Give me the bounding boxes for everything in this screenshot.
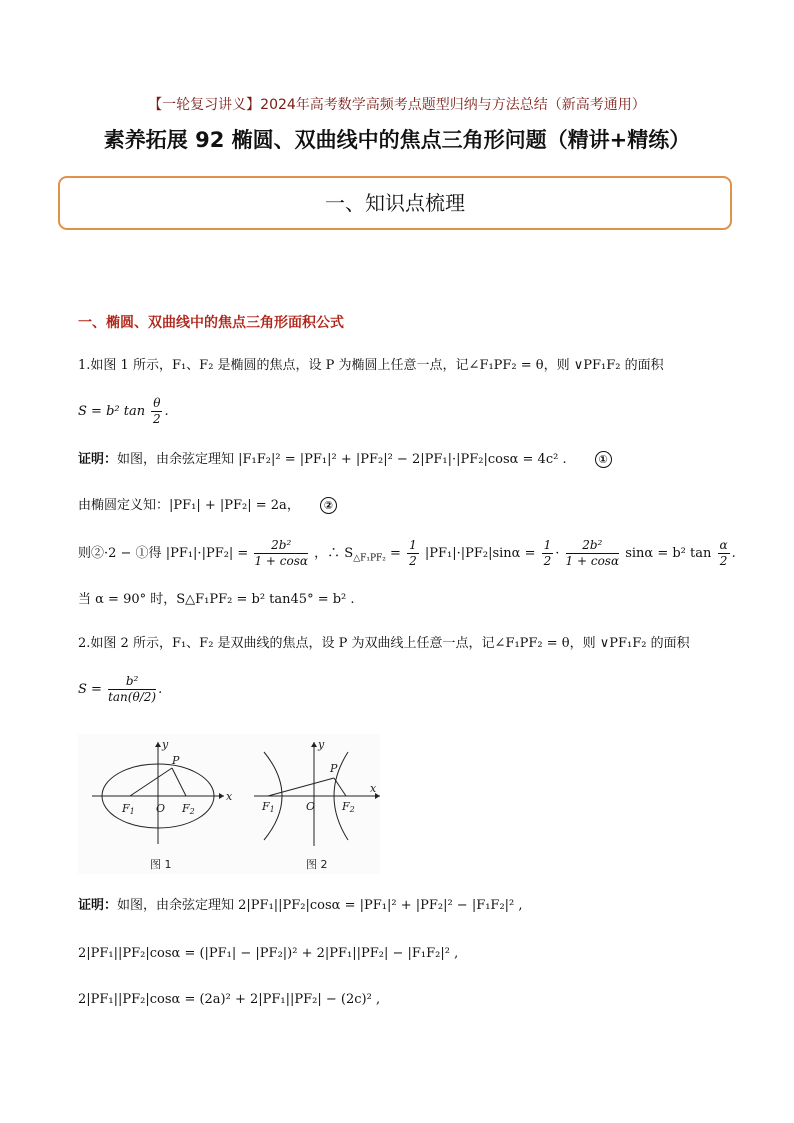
fraction [566, 538, 620, 569]
item1-formula-fraction [151, 396, 162, 427]
fraction [718, 538, 730, 569]
proof1-line3 [78, 538, 736, 569]
proof1-line1-text: 如图，由余弦定理知 |F₁F₂|² = |PF₁|² + |PF₂|² − 2|PF₁|·|PF₂|cosα = 4c² . [117, 452, 567, 467]
proof2-line2: 2|PF₁||PF₂|cosα = (|PF₁| − |PF₂|)² + 2|PF₁||PF₂| − |F₁F₂|² , [78, 946, 459, 961]
fig1-f1-label: F1 [122, 802, 135, 816]
fig1-p-label: P [172, 754, 180, 767]
fig2-f2-label: F2 [342, 800, 355, 814]
figure-2-caption: 图 2 [306, 858, 328, 871]
fig2-o-label: O [306, 800, 316, 813]
fraction-numerator: 1 [543, 538, 552, 552]
figures-svg [78, 734, 380, 874]
segment-pf2 [334, 778, 346, 796]
proof2-line1 [78, 896, 523, 916]
x-arrow-icon [219, 793, 224, 799]
fig1-f2-label: F2 [182, 802, 195, 816]
fraction-numerator: b² [108, 674, 156, 690]
fraction-denominator: 2 [153, 412, 161, 426]
y-arrow-icon [311, 742, 317, 747]
proof1-line4: 当 α = 90° 时，S△F₁PF₂ = b² tan45° = b² . [78, 592, 355, 607]
section-title: 一、知识点梳理 [325, 191, 465, 215]
figure-1-caption: 图 1 [150, 858, 172, 871]
item1-text: 1.如图 1 所示，F₁、F₂ 是椭圆的焦点，设 P 为椭圆上任意一点，记∠F₁PF₂ = θ，则 ∨PF₁F₂ 的面积 [78, 358, 664, 373]
proof1-line2-text: 由椭圆定义知：|PF₁| + |PF₂| = 2a， [78, 498, 300, 513]
proof1-line3-e: · [555, 546, 560, 561]
fig2-f1-label: F1 [262, 800, 275, 814]
proof2-line3: 2|PF₁||PF₂|cosα = (2a)² + 2|PF₁||PF₂| − (2c)² , [78, 992, 381, 1007]
item2-formula: S = $\frac{\text{b²}}{\tan(\theta/2)}$ . [78, 674, 163, 704]
fig1-y-label: y [162, 738, 169, 751]
figure-1-ellipse [92, 742, 224, 844]
proof1-line3-c: = [390, 546, 401, 561]
fraction-numerator: 2b² [566, 538, 620, 554]
proof1-line3-a: 则②·2 − ①得 |PF₁|·|PF₂| = [78, 546, 249, 561]
proof1-line3-d: |PF₁|·|PF₂|sinα = [424, 546, 536, 561]
figure-2-hyperbola [254, 742, 380, 846]
proof2-line1-text: 如图，由余弦定理知 2|PF₁||PF₂|cosα = |PF₁|² + |PF₂|² − |F₁F₂|² , [117, 898, 523, 913]
item2-formula-fraction [108, 674, 156, 705]
fraction [542, 538, 554, 569]
fraction-denominator: 1 + cosα [254, 554, 308, 568]
proof-label: 证明： [78, 898, 118, 913]
segment-pf2 [172, 768, 186, 796]
item1-formula: S = b² tan $\frac{\theta}{2}$ . [78, 396, 169, 426]
proof1-line3-f: sinα = b² tan [625, 546, 712, 561]
fraction-denominator: 1 + cosα [565, 554, 620, 568]
figures-panel [78, 734, 380, 874]
fig1-o-label: O [156, 802, 166, 815]
fraction-numerator: 1 [409, 538, 417, 552]
fraction-denominator: tan(θ/2) [108, 690, 157, 704]
proof1-line3-g: . [731, 546, 736, 561]
fraction-numerator: θ [153, 396, 161, 410]
proof1-line1 [78, 450, 612, 470]
segment-pf1 [130, 768, 172, 796]
series-banner: 【一轮复习讲义】2024年高考数学高频考点题型归纳与方法总结（新高考通用） [148, 97, 646, 113]
proof-label: 证明： [78, 452, 118, 467]
fraction-numerator: α [719, 538, 728, 552]
item2-text: 2.如图 2 所示，F₁、F₂ 是双曲线的焦点，设 P 为双曲线上任意一点，记∠F₁PF₂ = θ，则 ∨PF₁F₂ 的面积 [78, 636, 690, 651]
fraction [407, 538, 419, 569]
proof1-line2 [78, 496, 337, 516]
fraction-numerator: 2b² [254, 538, 308, 554]
equation-marker-2: ② [320, 497, 337, 514]
proof1-line3-b: ，∴ S [314, 546, 354, 561]
fraction-denominator: 2 [719, 554, 728, 568]
fig2-y-label: y [318, 738, 325, 751]
fig1-x-label: x [226, 790, 233, 803]
y-arrow-icon [155, 742, 161, 747]
equation-marker-1: ① [595, 451, 612, 468]
item1-formula-lhs: S = b² tan [78, 404, 146, 419]
page-title: 素养拓展 92 椭圆、双曲线中的焦点三角形问题（精讲+精练） [103, 128, 691, 152]
fig2-p-label: P [330, 762, 338, 775]
fraction-denominator: 2 [543, 554, 552, 568]
item2-formula-lhs: S = [78, 682, 102, 697]
section-header-box [58, 176, 732, 230]
fraction-denominator: 2 [409, 554, 417, 568]
fraction [254, 538, 308, 569]
segment-pf1 [268, 778, 334, 796]
area-subscript: △F₁PF₂ [353, 553, 386, 564]
heading-area-formula: 一、椭圆、双曲线中的焦点三角形面积公式 [78, 315, 344, 331]
fig2-x-label: x [370, 782, 377, 795]
